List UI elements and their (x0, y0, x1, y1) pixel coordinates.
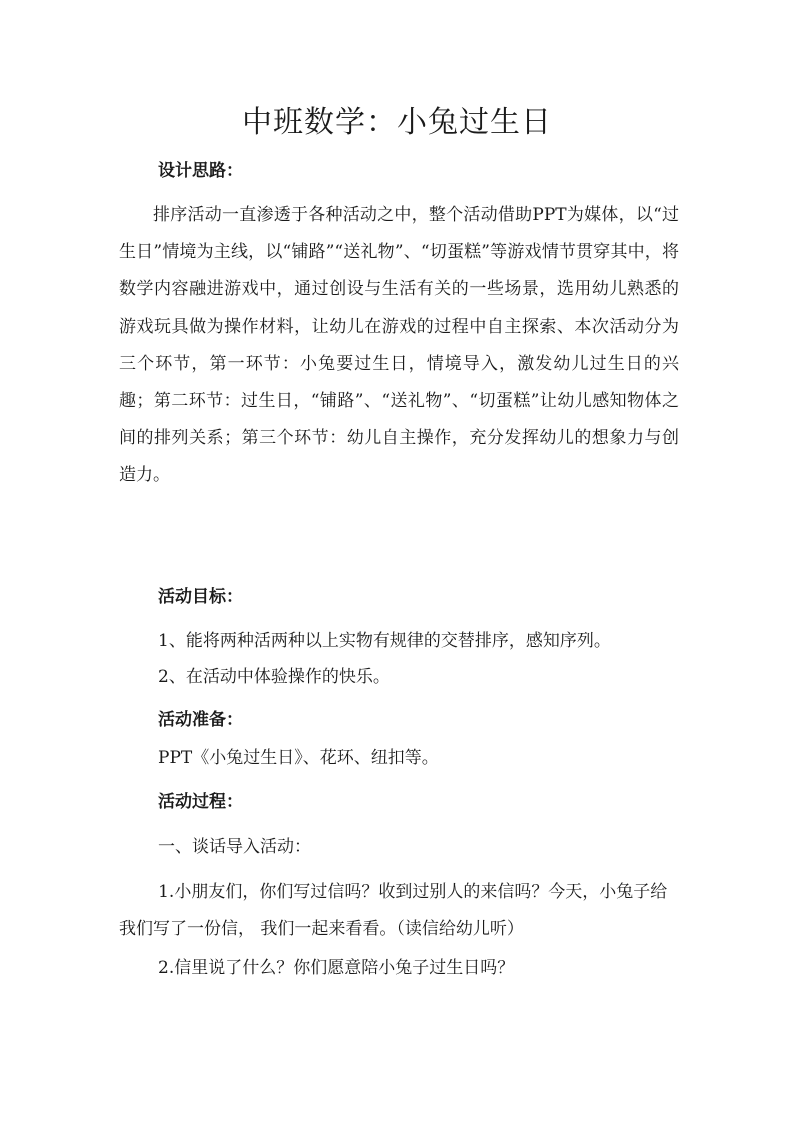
document-title: 中班数学：小兔过生日 (242, 105, 552, 140)
process-step-2: 2.信里说了什么？你们愿意陪小兔子过生日吗？ (158, 958, 515, 978)
prep-heading: 活动准备： (158, 710, 243, 730)
process-section-1: 一、谈话导入活动： (158, 837, 311, 857)
process-step-1: 1.小朋友们，你们写过信吗？收到过别人的来信吗？今天，小兔子给我们写了一份信， 我们一起来看看。（读信给幼儿听） (119, 882, 668, 939)
design-heading: 设计思路： (158, 161, 243, 181)
prep-body: PPT《小兔过生日》、花环、纽扣等。 (158, 748, 439, 768)
goals-heading: 活动目标： (158, 587, 243, 607)
process-heading: 活动过程： (158, 792, 243, 812)
design-body: 排序活动一直渗透于各种活动之中，整个活动借助PPT为媒体，以“过生日”情境为主线，以“铺路”“送礼物”、“切蛋糕”等游戏情节贯穿其中，将数学内容融进游戏中，通过创设与生活有关的一些场景，选用幼儿熟悉的游戏玩具做为操作材料，让幼儿在游戏的过程中自主探索、本次活动分为三个环节，第一环节：小兔要过生日，情境导入，激发幼儿过生日的兴趣；第二环节：过生日，“铺路”、“送礼物”、“切蛋糕”让幼儿感知物体之间的排列关系；第三个环节：幼儿自主操作，充分发挥幼儿的想象力与创造力。 (119, 205, 679, 486)
goal-item-1: 1、能将两种活两种以上实物有规律的交替排序，感知序列。 (158, 631, 611, 651)
goal-item-2: 2、在活动中体验操作的快乐。 (158, 667, 390, 687)
